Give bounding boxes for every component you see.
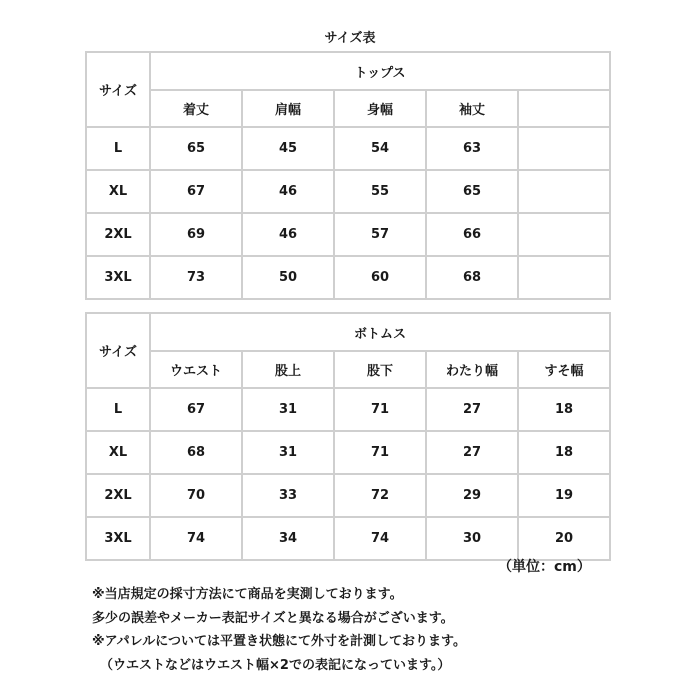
tops-size-table xyxy=(85,51,611,300)
bottoms-column-header: 股上 xyxy=(242,351,334,388)
tops-column-header: 身幅 xyxy=(334,90,426,127)
tops-value-cell xyxy=(518,127,610,170)
tops-size-cell: 2XL xyxy=(86,213,150,256)
tops-value-cell xyxy=(518,256,610,299)
bottoms-value-cell: 27 xyxy=(426,388,518,431)
table-row xyxy=(86,127,610,170)
tops-value-cell: 63 xyxy=(426,127,518,170)
table-row xyxy=(86,256,610,299)
tops-column-header xyxy=(518,90,610,127)
tops-size-cell: L xyxy=(86,127,150,170)
bottoms-column-header: ウエスト xyxy=(150,351,242,388)
bottoms-value-cell: 34 xyxy=(242,517,334,560)
table-row xyxy=(86,431,610,474)
tops-value-cell: 73 xyxy=(150,256,242,299)
bottoms-value-cell: 31 xyxy=(242,388,334,431)
bottoms-column-header: すそ幅 xyxy=(518,351,610,388)
bottoms-column-header-row xyxy=(86,351,610,388)
bottoms-size-cell: 2XL xyxy=(86,474,150,517)
tops-size-cell: 3XL xyxy=(86,256,150,299)
bottoms-value-cell: 71 xyxy=(334,388,426,431)
tops-value-cell: 65 xyxy=(426,170,518,213)
table-row xyxy=(86,474,610,517)
bottoms-header-row xyxy=(86,313,610,351)
table-row xyxy=(86,170,610,213)
bottoms-value-cell: 68 xyxy=(150,431,242,474)
tops-value-cell: 50 xyxy=(242,256,334,299)
bottoms-value-cell: 18 xyxy=(518,388,610,431)
table-row xyxy=(86,517,610,560)
tops-header-row xyxy=(86,52,610,90)
tops-value-cell: 66 xyxy=(426,213,518,256)
notes xyxy=(92,583,466,677)
bottoms-value-cell: 67 xyxy=(150,388,242,431)
note-line: ※アパレルについては平置き状態にて外寸を計測しております。 xyxy=(92,634,466,649)
tops-size-header: サイズ xyxy=(86,52,150,127)
bottoms-column-header: わたり幅 xyxy=(426,351,518,388)
note-line: ※当店規定の採寸方法にて商品を実測しております。 xyxy=(92,587,403,602)
bottoms-value-cell: 27 xyxy=(426,431,518,474)
table-row xyxy=(86,388,610,431)
tops-column-header: 肩幅 xyxy=(242,90,334,127)
note-line: 多少の誤差やメーカー表記サイズと異なる場合がございます。 xyxy=(92,610,454,626)
tops-value-cell: 46 xyxy=(242,213,334,256)
bottoms-value-cell: 74 xyxy=(150,517,242,560)
bottoms-size-cell: 3XL xyxy=(86,517,150,560)
tops-value-cell: 60 xyxy=(334,256,426,299)
unit-label: （単位：cm） xyxy=(498,559,591,575)
tops-value-cell: 54 xyxy=(334,127,426,170)
note-line: （ウエストなどはウエスト幅×2での表記になっています。） xyxy=(100,657,451,673)
tops-value-cell: 68 xyxy=(426,256,518,299)
bottoms-value-cell: 70 xyxy=(150,474,242,517)
bottoms-value-cell: 19 xyxy=(518,474,610,517)
tops-value-cell: 46 xyxy=(242,170,334,213)
bottoms-size-cell: XL xyxy=(86,431,150,474)
tops-group-label: トップス xyxy=(150,52,610,90)
bottoms-size-header: サイズ xyxy=(86,313,150,388)
tops-value-cell: 67 xyxy=(150,170,242,213)
tops-value-cell: 55 xyxy=(334,170,426,213)
bottoms-value-cell: 74 xyxy=(334,517,426,560)
bottoms-size-table xyxy=(85,312,611,561)
bottoms-size-cell: L xyxy=(86,388,150,431)
bottoms-column-header: 股下 xyxy=(334,351,426,388)
tops-value-cell: 45 xyxy=(242,127,334,170)
bottoms-value-cell: 71 xyxy=(334,431,426,474)
tops-value-cell: 69 xyxy=(150,213,242,256)
bottoms-value-cell: 29 xyxy=(426,474,518,517)
tops-value-cell xyxy=(518,170,610,213)
tops-value-cell xyxy=(518,213,610,256)
tops-value-cell: 57 xyxy=(334,213,426,256)
tops-value-cell: 65 xyxy=(150,127,242,170)
tops-column-header-row xyxy=(86,90,610,127)
tops-column-header: 着丈 xyxy=(150,90,242,127)
page-title: サイズ表 xyxy=(324,31,376,46)
tops-size-cell: XL xyxy=(86,170,150,213)
bottoms-value-cell: 20 xyxy=(518,517,610,560)
bottoms-value-cell: 72 xyxy=(334,474,426,517)
bottoms-value-cell: 33 xyxy=(242,474,334,517)
table-row xyxy=(86,213,610,256)
bottoms-group-label: ボトムス xyxy=(150,313,610,351)
tops-column-header: 袖丈 xyxy=(426,90,518,127)
bottoms-value-cell: 30 xyxy=(426,517,518,560)
bottoms-value-cell: 18 xyxy=(518,431,610,474)
bottoms-value-cell: 31 xyxy=(242,431,334,474)
